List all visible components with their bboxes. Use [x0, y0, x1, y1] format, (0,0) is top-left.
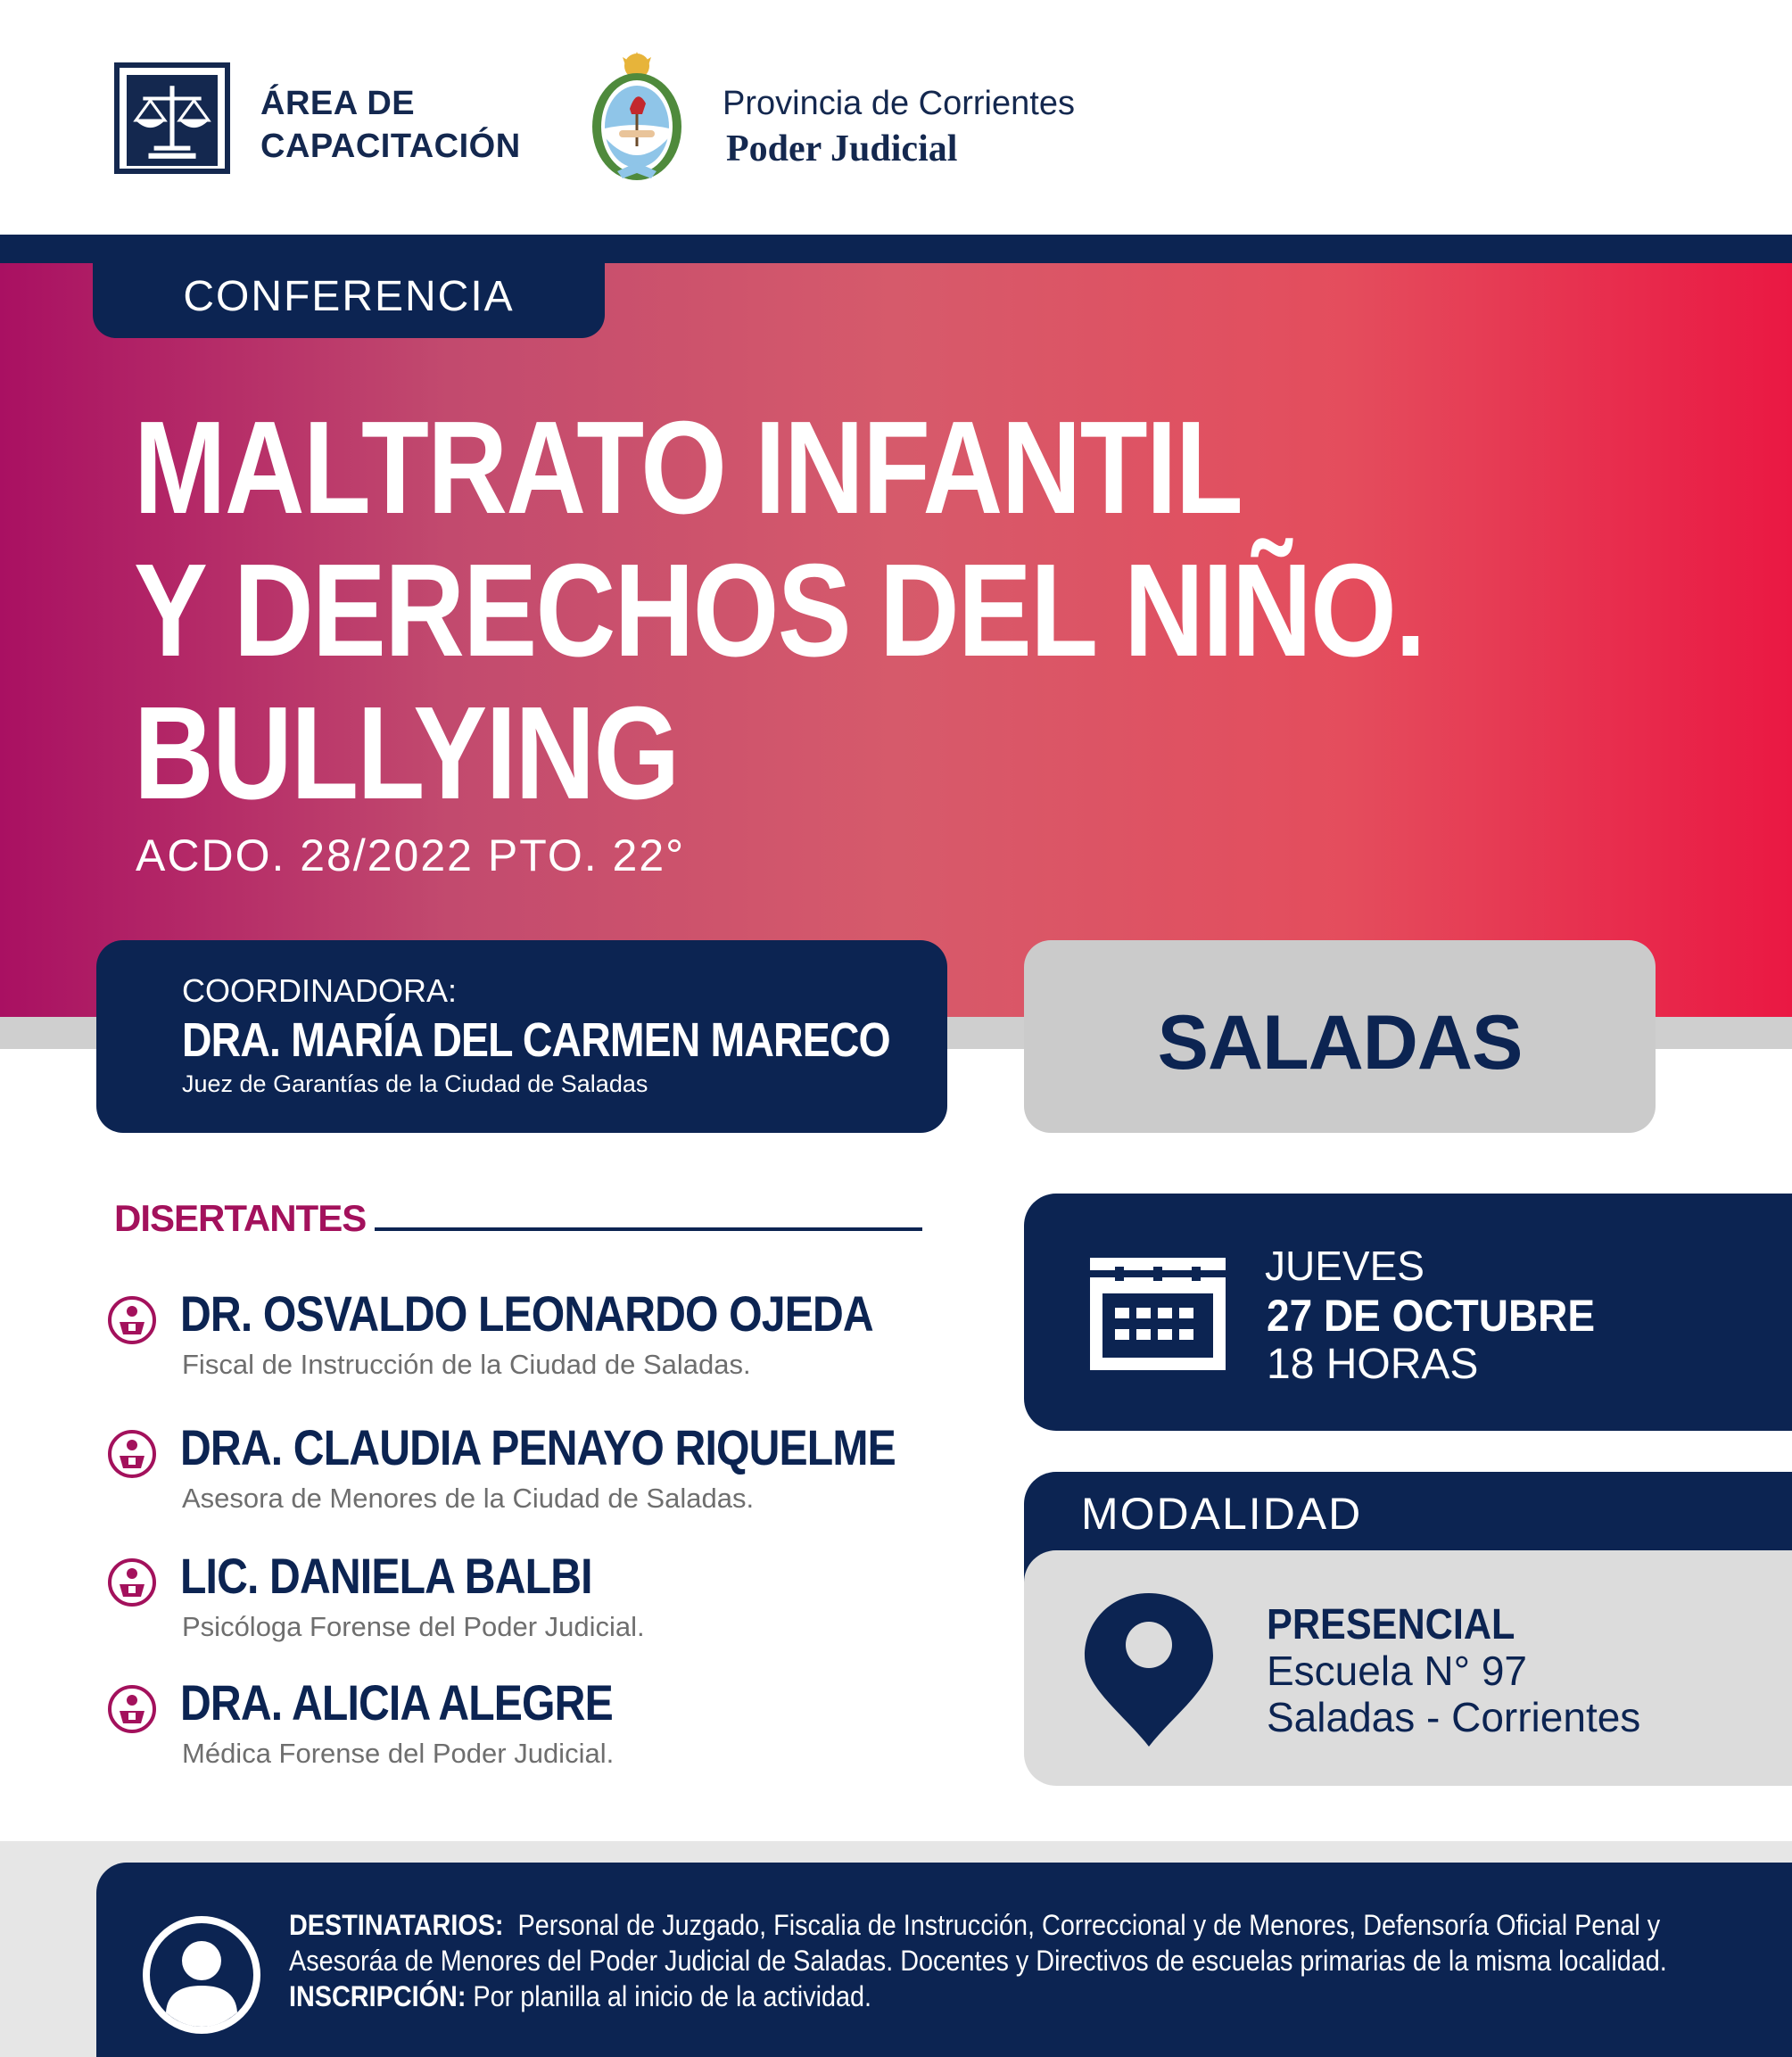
recipients-text-2: Asesoráa de Menores del Poder Judicial de Saladas. Docentes y Directivos de escuelas primarias de la misma localidad. [289, 1945, 1667, 1977]
date-time: 18 HORAS [1267, 1341, 1479, 1388]
registration-text: Por planilla al inicio de la actividad. [473, 1980, 872, 2012]
province-name: Provincia de Corrientes [723, 85, 1075, 122]
agreement-reference: ACDO. 28/2022 PTO. 22° [136, 830, 686, 880]
calendar-icon [1090, 1258, 1226, 1370]
footer-recipients-line1 [289, 1909, 1660, 1942]
modality-label: MODALIDAD [1081, 1489, 1363, 1539]
speakers-divider [375, 1227, 922, 1231]
footer-registration-line [289, 1980, 871, 2013]
speaker-name: LIC. DANIELA BALBI [180, 1548, 592, 1604]
area-title-line1: ÁREA DE [260, 85, 416, 122]
modality-city: Saladas - Corrientes [1267, 1694, 1641, 1740]
event-type-label: CONFERENCIA [183, 273, 515, 320]
speaker-name: DR. OSVALDO LEONARDO OJEDA [180, 1285, 873, 1342]
judicial-power-name: Poder Judicial [726, 128, 958, 169]
event-title-line2: Y DERECHOS DEL NIÑO. [134, 537, 1425, 684]
event-title-line3: BULLYING [134, 680, 679, 827]
recipients-label: DESTINATARIOS: [289, 1909, 504, 1941]
coordinator-name: DRA. MARÍA DEL CARMEN MARECO [182, 1013, 890, 1067]
registration-label: INSCRIPCIÓN: [289, 1980, 467, 2012]
coordinator-role: Juez de Garantías de la Ciudad de Saladas [182, 1070, 648, 1097]
area-capacitacion-logo [114, 62, 230, 174]
date-weekday: JUEVES [1265, 1243, 1425, 1289]
speaker-role: Psicóloga Forense del Poder Judicial. [182, 1611, 645, 1642]
area-title [260, 82, 521, 168]
hero-top-bar [0, 235, 1792, 263]
speaker-role: Médica Forense del Poder Judicial. [182, 1738, 615, 1769]
speaker-name: DRA. ALICIA ALEGRE [180, 1674, 613, 1731]
date-date: 27 DE OCTUBRE [1267, 1291, 1596, 1341]
coat-of-arms-icon [590, 52, 683, 182]
speaker-badge-icon [107, 1557, 157, 1607]
footer-recipients-line2 [289, 1945, 1667, 1978]
speaker-badge-icon [107, 1295, 157, 1345]
speaker-badge-icon [107, 1429, 157, 1479]
modality-type: PRESENCIAL [1267, 1601, 1515, 1648]
coordinator-label: COORDINADORA: [182, 972, 458, 1009]
user-icon [141, 1914, 262, 2036]
speakers-heading: DISERTANTES [114, 1197, 367, 1239]
map-pin-icon [1081, 1590, 1217, 1750]
modality-place: Escuela N° 97 [1267, 1648, 1527, 1694]
speaker-badge-icon [107, 1684, 157, 1734]
area-title-line2: CAPACITACIÓN [260, 128, 521, 165]
recipients-text-1: Personal de Juzgado, Fiscalia de Instrucción, Correccional y de Menores, Defensoría Oficial Penal y [517, 1909, 1661, 1941]
scales-of-justice-icon [127, 75, 218, 166]
speaker-role: Asesora de Menores de la Ciudad de Saladas. [182, 1483, 755, 1514]
speaker-name: DRA. CLAUDIA PENAYO RIQUELME [180, 1419, 896, 1475]
speaker-role: Fiscal de Instrucción de la Ciudad de Saladas. [182, 1349, 751, 1380]
city-name: SALADAS [1157, 1000, 1523, 1086]
event-title-line1: MALTRATO INFANTIL [134, 394, 1243, 541]
